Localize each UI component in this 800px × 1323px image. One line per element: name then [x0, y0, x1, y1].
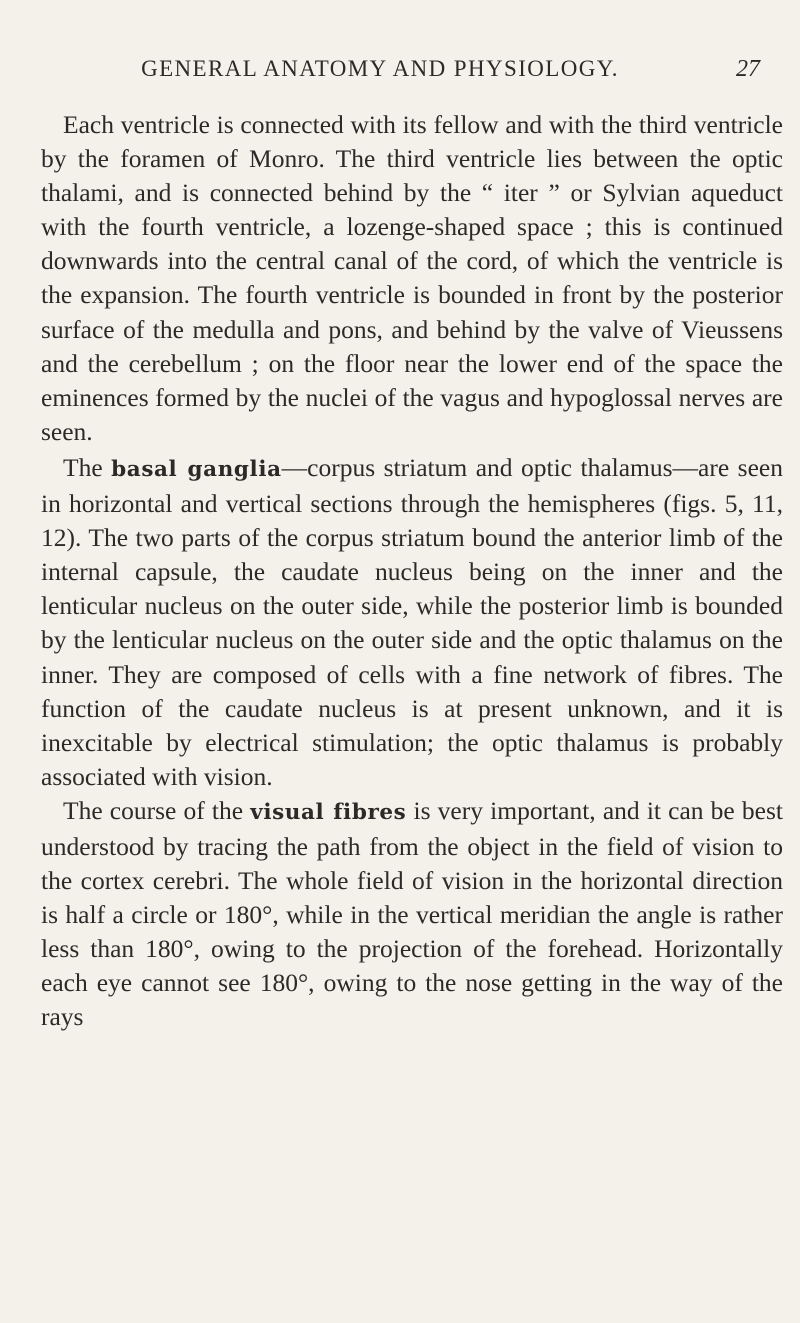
body-text: [41, 108, 783, 1035]
side-heading-visual-fibres: visual fibres: [250, 799, 407, 825]
running-head-title: GENERAL ANATOMY AND PHYSIOLOGY.: [141, 56, 619, 81]
paragraph-text: Each ventricle is connected with its fellow and with the third ventricle by the foramen of Monro. The third ventricle lies between the optic thalami, and is connected behind by the “ iter ” or Sylvian aqueduct with the fourth ventricle, a lozenge-shaped space ; this is continued downwards into the central canal of the cord, of which the ventricle is the expansion. The fourth ventricle is bounded in front by the posterior surface of the medulla and pons, and behind by the valve of Vieussens and the cerebellum ; on the floor near the lower end of the space the eminences formed by the nuclei of the vagus and hypoglossal nerves are seen.: [41, 110, 783, 446]
paragraph-text: is very important, and it can be best understood by tracing the path from the object in the field of vision to the cortex cerebri. The whole field of vision in the horizontal direction is half a circle or 180°, while in the vertical meridian the angle is rather less than 180°, owing to the projection of the forehead. Horizontally each eye cannot see 180°, owing to the nose getting in the way of the rays: [41, 795, 783, 1032]
paragraph-basal-ganglia: [41, 451, 783, 794]
paragraph-text: The course of the: [63, 795, 251, 825]
paragraph-text: —corpus striatum and optic thalamus—are seen in horizontal and vertical sections through the hemispheres (figs. 5, 11, 12). The two parts of the corpus striatum bound the anterior limb of the internal capsule, the caudate nucleus being on the inner and the lenticular nucleus on the outer side, while the posterior limb is bounded by the lenticular nucleus on the outer side and the optic thalamus on the inner. They are composed of cells with a fine network of fibres. The function of the caudate nucleus is at present unknown, and it is inexcitable by electrical stimulation; the optic thalamus is probably associated with vision.: [41, 452, 783, 791]
page-number: 27: [736, 56, 760, 82]
paragraph-text: The: [63, 452, 112, 482]
running-head: [40, 52, 780, 86]
paragraph-ventricles: [41, 108, 783, 451]
side-heading-basal-ganglia: basal ganglia: [111, 456, 282, 482]
paragraph-visual-fibres: [41, 794, 783, 1035]
